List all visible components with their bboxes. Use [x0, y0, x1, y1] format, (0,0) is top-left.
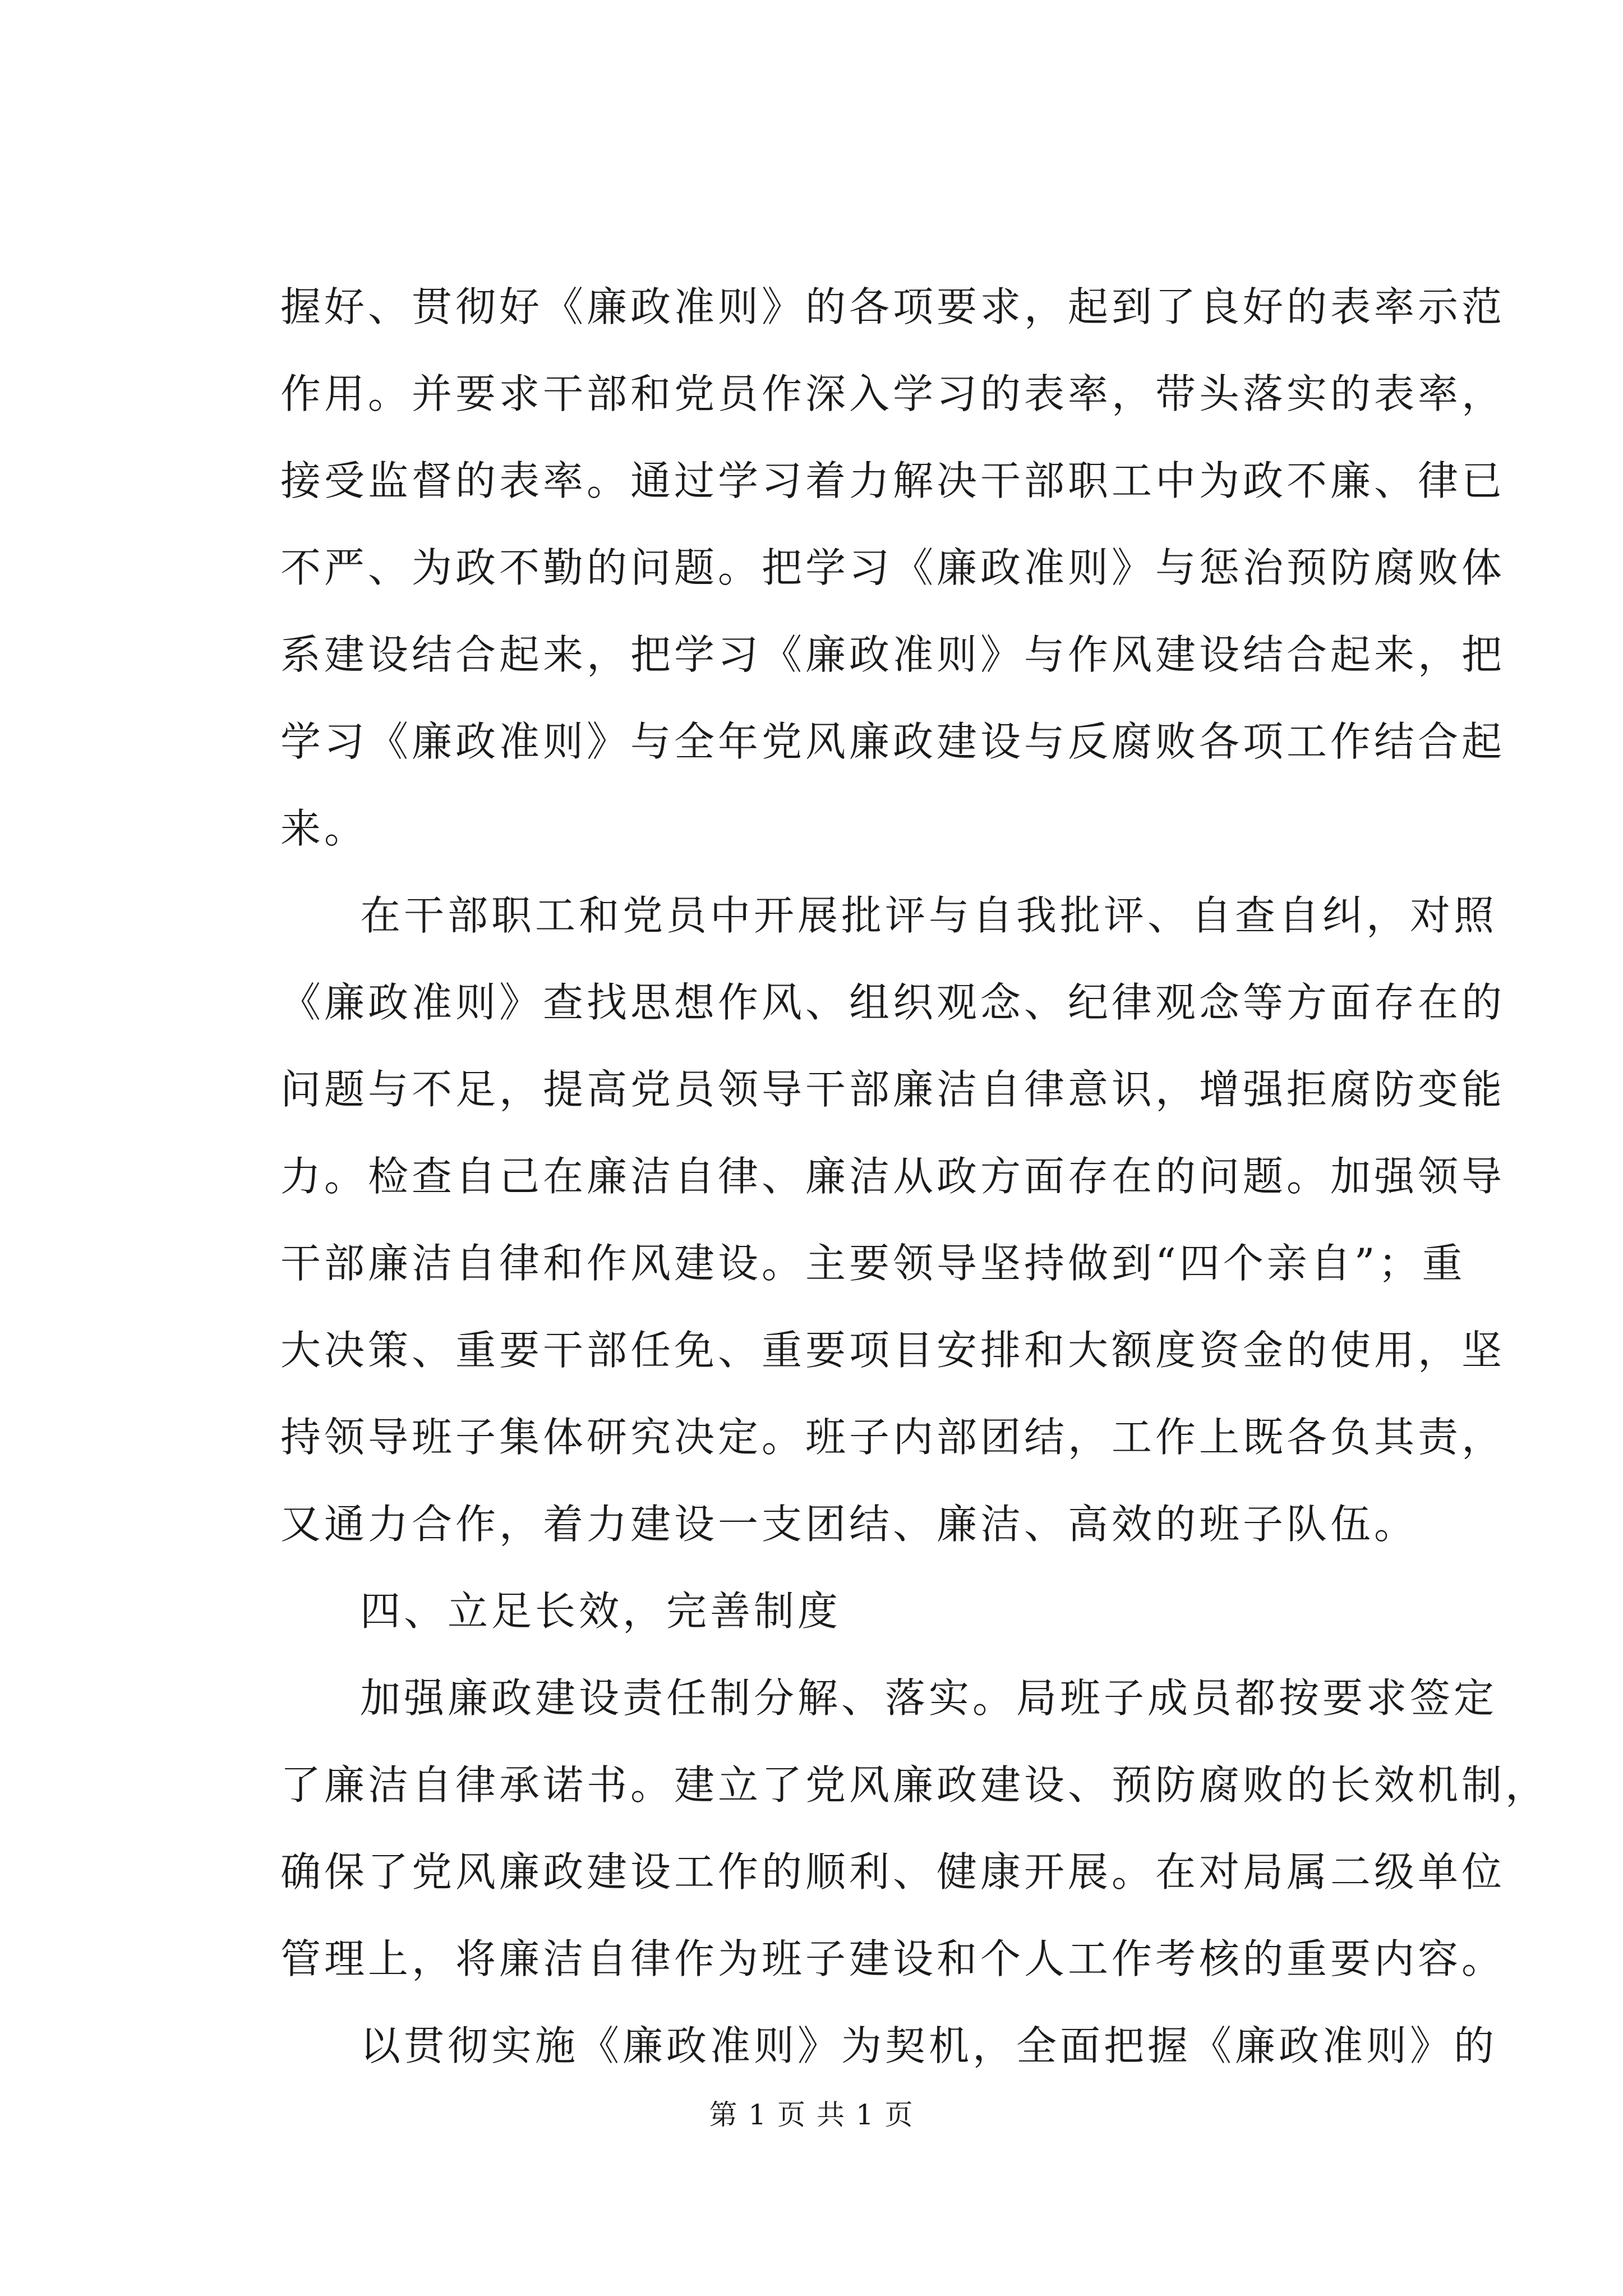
text-line: 干部廉洁自律和作风建设。主要领导坚持做到“四个亲自”；重: [280, 1240, 1466, 1287]
paragraph-first-line: 加强廉政建设责任制分解、落实。局班子成员都按要求签定: [360, 1674, 1498, 1722]
text-line: 不严、为政不勤的问题。把学习《廉政准则》与惩治预防腐败体: [280, 544, 1506, 591]
text-line: 持领导班子集体研究决定。班子内部团结，工作上既各负其责，: [280, 1414, 1506, 1461]
text-line: 了廉洁自律承诺书。建立了党风廉政建设、预防腐败的长效机制，: [280, 1761, 1550, 1809]
text-line: 《廉政准则》查找思想作风、组织观念、纪律观念等方面存在的: [280, 979, 1506, 1026]
text-line: 问题与不足，提高党员领导干部廉洁自律意识，增强拒腐防变能: [280, 1066, 1506, 1113]
page-footer: [0, 2095, 1623, 2134]
document-body: [280, 264, 1550, 2090]
text-line: 学习《廉政准则》与全年党风廉政建设与反腐败各项工作结合起: [280, 718, 1506, 765]
text-line: 确保了党风廉政建设工作的顺利、健康开展。在对局属二级单位: [280, 1848, 1506, 1895]
section-heading: 四、立足长效，完善制度: [360, 1588, 842, 1635]
text-line: 作用。并要求干部和党员作深入学习的表率，带头落实的表率，: [280, 370, 1506, 417]
text-line: 握好、贯彻好《廉政准则》的各项要求，起到了良好的表率示范: [280, 283, 1506, 330]
text-line: 来。: [280, 805, 368, 852]
text-line: 系建设结合起来，把学习《廉政准则》与作风建设结合起来，把: [280, 631, 1506, 678]
text-line: 接受监督的表率。通过学习着力解决干部职工中为政不廉、律已: [280, 457, 1506, 504]
text-line: 管理上，将廉洁自律作为班子建设和个人工作考核的重要内容。: [280, 1935, 1506, 1982]
paragraph-first-line: 在干部职工和党员中开展批评与自我批评、自查自纠，对照: [360, 892, 1498, 939]
text-line: 大决策、重要干部任免、重要项目安排和大额度资金的使用，坚: [280, 1327, 1506, 1374]
paragraph-first-line: 以贯彻实施《廉政准则》为契机，全面把握《廉政准则》的: [360, 2022, 1498, 2069]
page-number: 第 1 页 共 1 页: [709, 2099, 914, 2131]
text-line: 又通力合作，着力建设一支团结、廉洁、高效的班子队伍。: [280, 1501, 1418, 1548]
text-line: 力。检查自己在廉洁自律、廉洁从政方面存在的问题。加强领导: [280, 1153, 1506, 1200]
